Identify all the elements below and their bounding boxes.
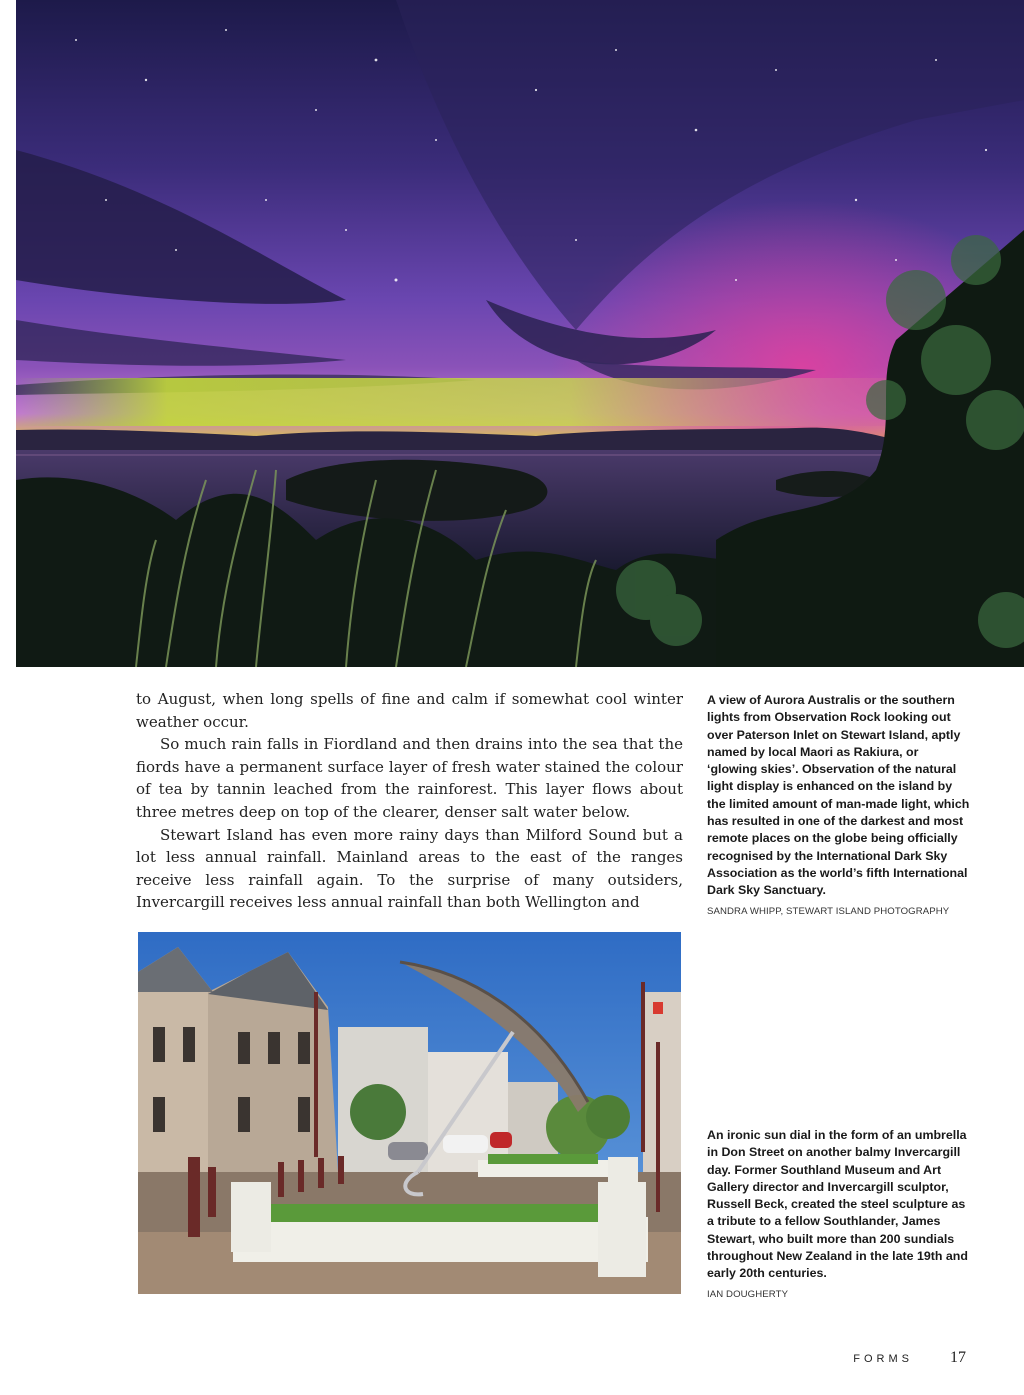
body-paragraph: So much rain falls in Fiordland and then drains into the sea that the fiords have a permanent surface layer of fresh water stained the colour of tea by tannin leached from the rainforest. This layer flows about three metres deep on top of the clearer, denser salt water below. bbox=[136, 735, 683, 821]
magazine-name: FORMS bbox=[853, 1353, 913, 1365]
body-paragraph: to August, when long spells of fine and calm if somewhat cool winter weather occur. bbox=[136, 690, 683, 731]
aurora-photo-drawing bbox=[16, 0, 1024, 667]
aurora-photo-credit: SANDRA WHIPP, STEWART ISLAND PHOTOGRAPHY bbox=[707, 905, 950, 917]
page-number: 17 bbox=[950, 1349, 966, 1366]
umbrella-caption bbox=[707, 1127, 972, 1303]
aurora-photo bbox=[16, 0, 1024, 667]
aurora-caption-text: A view of Aurora Australis or the southern lights from Observation Rock looking out over Paterson Inlet on Stewart Island, aptly named by local Maori as Rakiura, or ‘glowing skies’. Observation of the natural light display is enhanced on the island by the limited amount of man-made light, which has resulted in one of the darkest and most remote places on the globe being officially recognised by the International Dark Sky Association as the world’s fifth International Dark Sky Sanctuary. bbox=[707, 693, 970, 898]
aurora-caption bbox=[707, 692, 972, 920]
article-body bbox=[136, 688, 683, 914]
street-photo-drawing bbox=[138, 932, 681, 1294]
body-paragraph: Stewart Island has even more rainy days than Milford Sound but a lot less annual rainfall. Mainland areas to the east of the ranges receive less rainfall again. To the surprise of many outsiders, Invercargill receives less annual rainfall than both Wellington and bbox=[136, 825, 683, 912]
street-photo bbox=[138, 932, 681, 1294]
umbrella-caption-text: An ironic sun dial in the form of an umbrella in Don Street on another balmy Invercargill day. Former Southland Museum and Art Gallery director and Invercargill sculptor, Russell Beck, created the steel sculpture as a tribute to a fellow Southlander, James Stewart, who built more than 200 sundials throughout New Zealand in the late 19th and early 20th centuries. bbox=[707, 1128, 968, 1281]
umbrella-photo-credit: IAN DOUGHERTY bbox=[707, 1288, 789, 1300]
page-folio bbox=[820, 1349, 970, 1369]
